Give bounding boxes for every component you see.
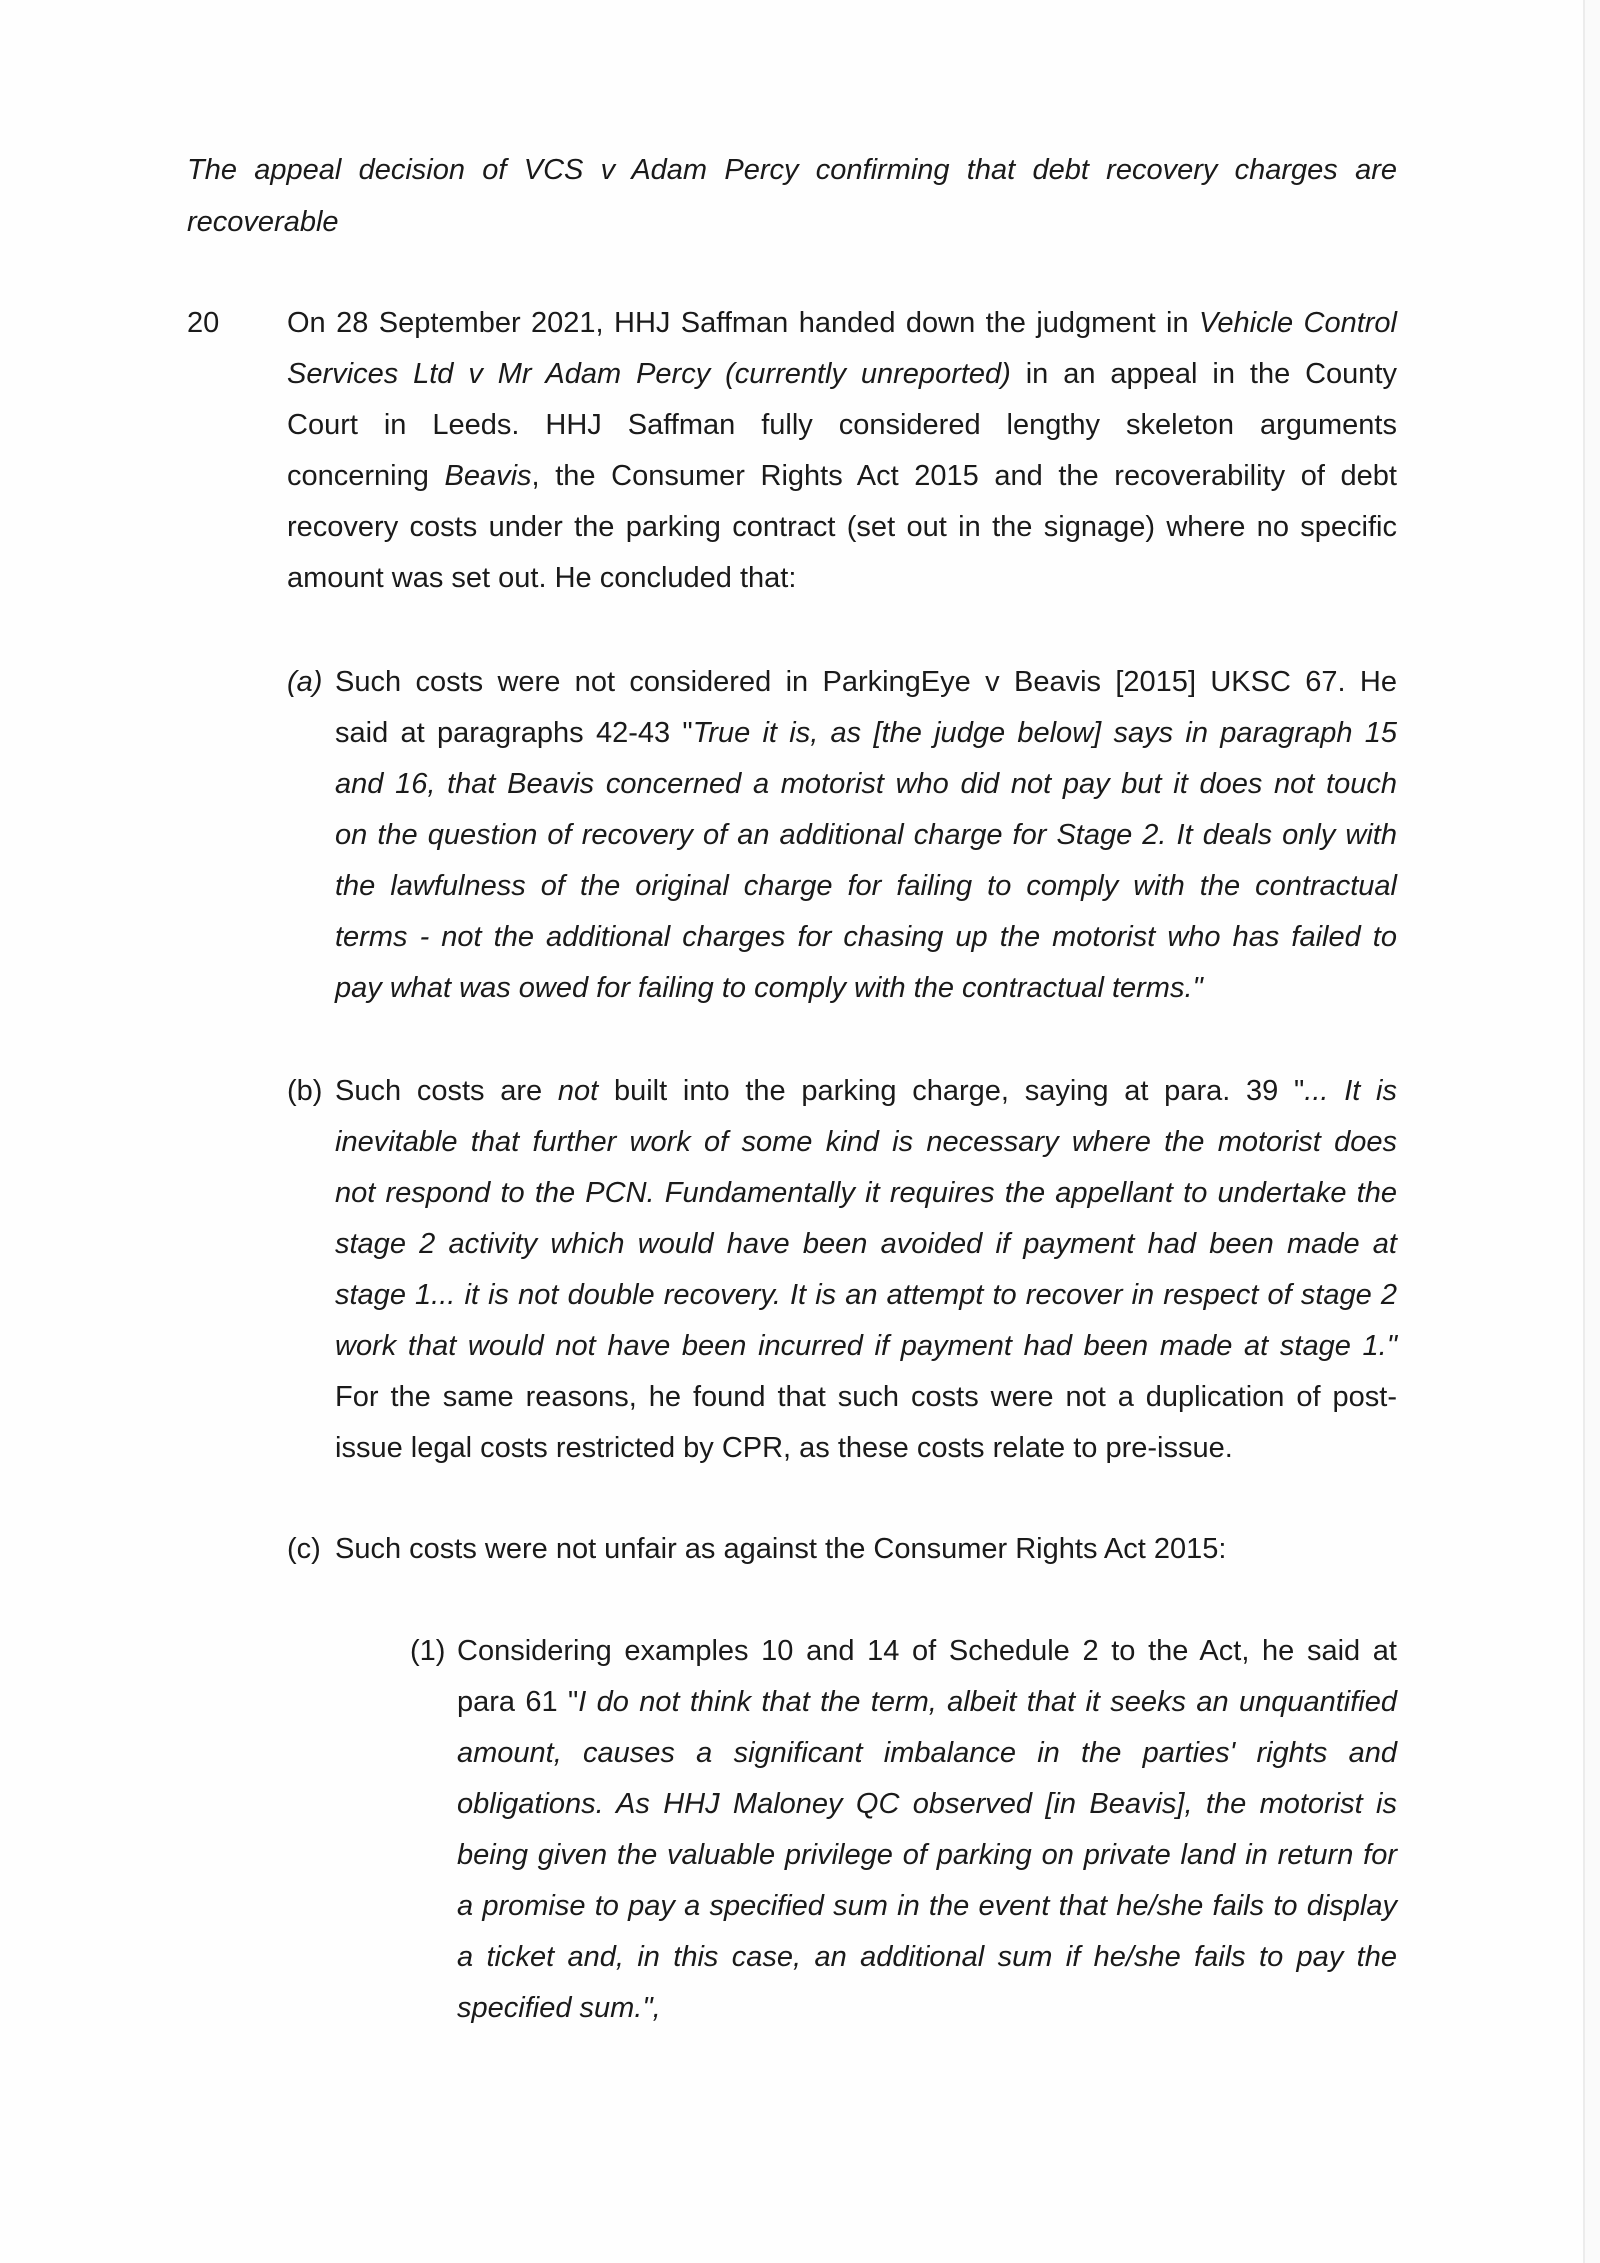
text-run: pay what was owed for failing to comply with the contractual terms." bbox=[335, 972, 1203, 1004]
text-run: concerning bbox=[287, 460, 445, 492]
text-run: issue legal costs restricted by CPR, as these costs relate to pre-issue. bbox=[335, 1432, 1233, 1464]
subitem-1-line bbox=[457, 1684, 1397, 1720]
paragraph-20-line bbox=[287, 407, 1397, 443]
text-run: a ticket and, in this case, an additional sum if he/she fails to pay the bbox=[457, 1941, 1397, 1973]
item-b-line bbox=[335, 1073, 1397, 1109]
item-a-line bbox=[335, 715, 1397, 751]
item-b-line bbox=[335, 1328, 1397, 1364]
subitem-1-line bbox=[457, 1939, 1397, 1975]
item-b-line bbox=[335, 1124, 1397, 1160]
text-run: True it is, as [the judge below] says in paragraph 15 bbox=[692, 717, 1397, 749]
paragraph-20-line bbox=[287, 356, 1397, 392]
text-run: terms - not the additional charges for chasing up the motorist who has failed to bbox=[335, 921, 1397, 953]
text-run: stage 2 activity which would have been avoided if payment had been made at bbox=[335, 1228, 1397, 1260]
paragraph-20-line bbox=[287, 509, 1397, 545]
section-heading-line-2: recoverable bbox=[187, 206, 339, 238]
subitem-1-line bbox=[457, 1888, 1397, 1924]
item-c-label: (c) bbox=[287, 1533, 321, 1565]
text-run: in an appeal in the County bbox=[1010, 358, 1397, 390]
item-c-line bbox=[335, 1531, 1397, 1567]
page-edge-line bbox=[1583, 0, 1585, 2263]
text-run: built into the parking charge, saying at para. 39 " bbox=[598, 1075, 1305, 1107]
text-run: obligations. As HHJ Maloney QC observed [in Beavis], the motorist is bbox=[457, 1788, 1397, 1820]
text-run: On 28 September 2021, HHJ Saffman handed down the judgment in bbox=[287, 307, 1200, 339]
text-run: specified sum.", bbox=[457, 1992, 661, 2024]
text-run: not bbox=[557, 1075, 599, 1107]
text-run: said at paragraphs 42-43 " bbox=[335, 717, 693, 749]
paragraph-20-line bbox=[287, 305, 1397, 341]
item-b-line bbox=[335, 1175, 1397, 1211]
item-b-line bbox=[335, 1277, 1397, 1313]
subitem-1-label: (1) bbox=[410, 1635, 446, 1667]
text-run: , the Consumer Rights Act 2015 and the recoverability of debt bbox=[531, 460, 1397, 492]
text-run: on the question of recovery of an additional charge for Stage 2. It deals only with bbox=[335, 819, 1397, 851]
text-run: para 61 " bbox=[457, 1686, 579, 1718]
text-run: being given the valuable privilege of parking on private land in return for bbox=[457, 1839, 1397, 1871]
page-margin-shadow bbox=[1585, 0, 1600, 2263]
text-run: work that would not have been incurred if payment had been made at stage 1." bbox=[335, 1330, 1397, 1362]
subitem-1-line bbox=[457, 1837, 1397, 1873]
item-a-line bbox=[335, 766, 1397, 802]
text-run: stage 1... it is not double recovery. It is an attempt to recover in respect of stage 2 bbox=[335, 1279, 1397, 1311]
text-run: Services Ltd v Mr Adam Percy (currently unreported) bbox=[287, 358, 1011, 390]
text-run: recovery costs under the parking contract (set out in the signage) where no specific bbox=[287, 511, 1397, 543]
text-run: Considering examples 10 and 14 of Schedule 2 to the Act, he said at bbox=[457, 1635, 1397, 1667]
subitem-1-line bbox=[457, 1735, 1397, 1771]
item-a-line bbox=[335, 919, 1397, 955]
item-a-line bbox=[335, 868, 1397, 904]
item-a-line bbox=[335, 664, 1397, 700]
text-run: Vehicle Control bbox=[1199, 307, 1397, 339]
item-a-line bbox=[335, 970, 1397, 1006]
subitem-1-line bbox=[457, 1786, 1397, 1822]
text-run: not respond to the PCN. Fundamentally it requires the appellant to undertake the bbox=[335, 1177, 1397, 1209]
item-b-line bbox=[335, 1226, 1397, 1262]
text-run: inevitable that further work of some kind is necessary where the motorist does bbox=[335, 1126, 1397, 1158]
paragraph-20-line bbox=[287, 458, 1397, 494]
item-b-line bbox=[335, 1379, 1397, 1415]
item-a-label: (a) bbox=[287, 666, 323, 698]
text-run: Such costs were not considered in ParkingEye v Beavis [2015] UKSC 67. He bbox=[335, 666, 1397, 698]
section-heading-line-1: The appeal decision of VCS v Adam Percy confirming that debt recovery charges are bbox=[187, 154, 1397, 186]
text-run: Such costs were not unfair as against the Consumer Rights Act 2015: bbox=[335, 1533, 1227, 1565]
text-run: amount, causes a significant imbalance in the parties' rights and bbox=[457, 1737, 1397, 1769]
item-b-label: (b) bbox=[287, 1075, 323, 1107]
text-run: and 16, that Beavis concerned a motorist who did not pay but it does not touch bbox=[335, 768, 1397, 800]
item-a-line bbox=[335, 817, 1397, 853]
text-run: amount was set out. He concluded that: bbox=[287, 562, 797, 594]
subitem-1-line bbox=[457, 1990, 1397, 2026]
text-run: a promise to pay a specified sum in the event that he/she fails to display bbox=[457, 1890, 1397, 1922]
text-run: Such costs are bbox=[335, 1075, 558, 1107]
paragraph-number: 20 bbox=[187, 307, 220, 339]
text-run: I do not think that the term, albeit that it seeks an unquantified bbox=[578, 1686, 1397, 1718]
text-run: Court in Leeds. HHJ Saffman fully considered lengthy skeleton arguments bbox=[287, 409, 1397, 441]
paragraph-20-line bbox=[287, 560, 1397, 596]
text-run: the lawfulness of the original charge for failing to comply with the contractual bbox=[335, 870, 1397, 902]
text-run: Beavis bbox=[444, 460, 532, 492]
text-run: ... It is bbox=[1304, 1075, 1397, 1107]
text-run: For the same reasons, he found that such costs were not a duplication of post- bbox=[335, 1381, 1397, 1413]
item-b-line bbox=[335, 1430, 1397, 1466]
subitem-1-line bbox=[457, 1633, 1397, 1669]
